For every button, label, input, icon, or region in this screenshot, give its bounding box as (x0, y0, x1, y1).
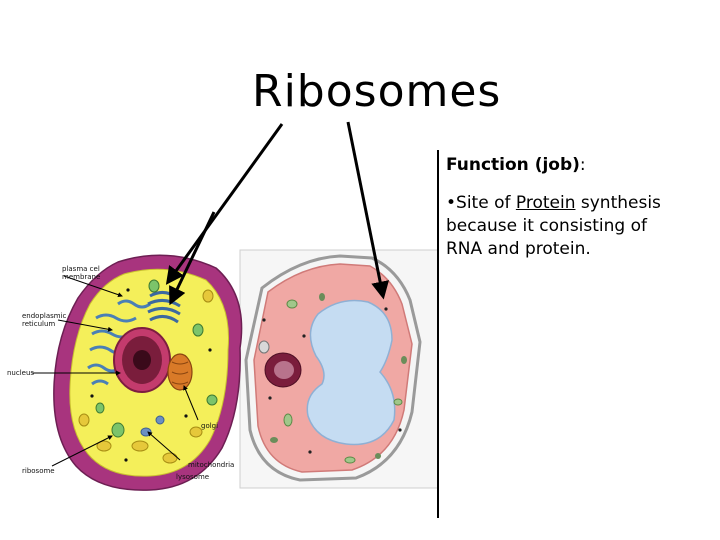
function-heading-text: Function (job) (446, 155, 580, 175)
label-ribosome: ribosome (22, 467, 55, 475)
vertical-divider (437, 150, 439, 518)
bullet: • (446, 193, 457, 213)
label-lysosome: lysosome (176, 473, 210, 481)
function-heading-colon: : (579, 155, 586, 175)
label-er-line1: endoplasmic (22, 312, 67, 320)
label-endoplasmic-reticulum (22, 312, 66, 328)
label-plasma-membrane (62, 265, 100, 281)
page-title: Ribosomes (252, 66, 502, 117)
label-plasma-membrane-line2: membrane (62, 273, 101, 281)
label-er-line2: reticulum (22, 320, 56, 328)
function-text-protein: Protein (515, 193, 576, 213)
function-text-pre: Site of (456, 193, 516, 213)
function-heading (446, 155, 586, 175)
function-text-post: synthesis because it consisting of RNA and protein. (446, 193, 661, 259)
label-mitochondria: mitochondria (188, 461, 235, 469)
label-nucleus: nucleus (7, 369, 35, 377)
plant-nucleolus (274, 361, 294, 379)
label-plasma-membrane-line1: plasma cel (62, 265, 100, 273)
plant-cell (240, 250, 438, 488)
function-text (446, 192, 686, 261)
animal-nucleolus (133, 350, 151, 370)
label-golgi: golgi (201, 422, 219, 430)
